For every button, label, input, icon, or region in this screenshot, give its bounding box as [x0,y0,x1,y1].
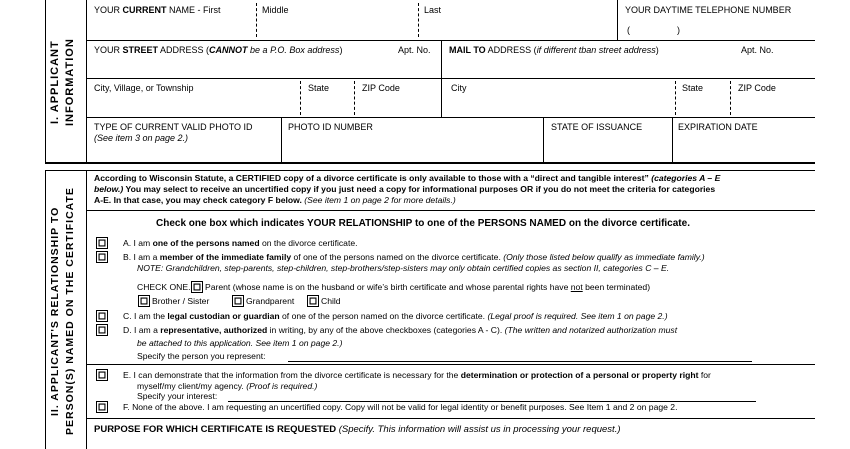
zip-label: ZIP Code [362,83,400,93]
item-e-specify-label: Specify your interest: [137,391,218,401]
item-d-line2: be attached to this application. See item 1 on page 2.) [137,338,343,348]
state-label: State [308,83,330,93]
phone-divider [617,0,618,40]
purpose-label [94,424,621,435]
mail-to-label: MAIL TO ADDRESS (if different tban street address) [449,45,659,55]
section2-title-divider [86,170,87,449]
child-label: Child [321,296,341,306]
city-label: City, Village, or Township [94,83,194,93]
intro-divider [86,210,815,211]
section1-left-border [45,0,46,163]
checkbox-c[interactable] [96,310,108,322]
d-e-divider [86,364,815,365]
checkbox-d[interactable] [96,324,108,336]
parent-option-label: Parent (whose name is on the husband or wife’s birth certificate and whose parental rights have not been terminated) [205,282,651,292]
mail-divider [441,40,442,117]
row-divider-1 [86,40,815,41]
phone-label: YOUR DAYTIME TELEPHONE NUMBER [625,5,792,15]
section1-title-line2: INFORMATION [64,38,76,126]
check-one-label: CHECK ONE. [137,282,191,292]
mail-city-divider [675,81,676,115]
name-middle-label: Middle [262,5,289,15]
section2-title [48,176,84,446]
expiration-date-label: EXPIRATION DATE [678,122,758,132]
section1-title [48,6,84,158]
expiration-divider [672,117,673,162]
section2-top-border [45,170,815,171]
phone-open-paren: ( [627,25,630,35]
name-divider-1 [256,3,257,37]
checkbox-child[interactable] [307,295,319,307]
row-divider-3 [86,117,815,118]
state-of-issuance-label: STATE OF ISSUANCE [551,122,643,132]
item-d-specify-label: Specify the person you represent: [137,351,266,361]
item-c-text: C. I am the legal custodian or guardian of one of the person named on the divorce certificate. (Legal proof is required. See item 1 on page 2.) [123,311,668,321]
section2-title-line1: II. APPLICANT'S RELATIONSHIP TO [49,206,61,416]
mail-state-divider [730,81,731,115]
name-last-label: Last [424,5,442,15]
checkbox-a[interactable] [96,237,108,249]
section1-bottom-border [45,162,815,164]
phone-close-paren: ) [677,25,680,35]
street-address-label: YOUR STREET ADDRESS (CANNOT be a P.O. Box address) [94,45,343,55]
intro-line-1: According to Wisconsin Statute, a CERTIFIED copy of a divorce certificate is only available to those with a “direct and tangible interest” (categories A – E [94,173,721,183]
purpose-divider [86,418,815,419]
item-b-text: B. I am a member of the immediate family of one of the persons named on the divorce certificate. (Only those listed below qualify as immediate family.) [123,252,705,262]
represent-person-input[interactable] [288,361,752,362]
checkbox-b[interactable] [96,251,108,263]
item-b-note: NOTE: Grandchildren, step-parents, step-children, step-brothers/step-sisters may only obtain certified copies as section II, categories C – E. [137,263,670,273]
checkbox-grandparent[interactable] [232,295,244,307]
street-apt-label: Apt. No. [398,45,431,55]
intro-line-2: below.) You may select to receive an uncertified copy if you just need a copy for informational purposes OR if you do not meet the criteria for categories [94,184,716,194]
mail-zip-label: ZIP Code [738,83,776,93]
checkbox-brother-sister[interactable] [138,295,150,307]
brother-sister-label: Brother / Sister [152,296,210,306]
row-divider-2 [86,78,815,79]
photo-id-note: (See item 3 on page 2.) [94,133,189,143]
section1-title-divider [86,0,87,163]
issuance-divider [543,117,544,162]
photo-id-number-label: PHOTO ID NUMBER [288,122,373,132]
name-first-label: YOUR CURRENT NAME - First [94,5,221,15]
mail-city-label: City [451,83,467,93]
photo-id-divider [281,117,282,162]
state-divider [354,81,355,115]
item-d-text: D. I am a representative, authorized in writing, by any of the above checkboxes (categories A - C). (The written and notarized authorization must [123,325,678,335]
purpose-heading: PURPOSE FOR WHICH CERTIFICATE IS REQUESTED [94,424,337,435]
purpose-note: (Specify. This information will assist us in processing your request.) [338,424,621,435]
mail-apt-label: Apt. No. [741,45,774,55]
intro-line-3: A-E. In that case, you may check category F below. (See item 1 on page 2 for more details.) [94,195,456,205]
checkbox-e[interactable] [96,369,108,381]
item-a-text: A. I am one of the persons named on the divorce certificate. [123,238,358,248]
item-e-text: E. I can demonstrate that the information from the divorce certificate is necessary for the determination or protection of a personal or property right for [123,370,711,380]
section2-left-border [45,170,46,449]
section2-title-line2: PERSON(S) NAMED ON THE CERTIFICATE [64,187,76,435]
grandparent-label: Grandparent [246,296,295,306]
checkbox-f[interactable] [96,401,108,413]
item-e-line2: myself/my client/my agency. (Proof is required.) [137,381,318,391]
name-divider-2 [418,3,419,37]
checkbox-parent[interactable] [191,281,203,293]
section1-title-line1: I. APPLICANT [49,40,61,124]
item-f-text: F. None of the above. I am requesting an uncertified copy. Copy will not be valid for legal identity or benefit purposes. See Item 1 and 2 on page 2. [123,402,678,412]
city-divider [300,81,301,115]
check-one-heading: Check one box which indicates YOUR RELATIONSHIP to one of the PERSONS NAMED on the divorce certificate. [156,218,690,229]
photo-id-type-label: TYPE OF CURRENT VALID PHOTO ID [94,122,253,132]
mail-state-label: State [682,83,704,93]
